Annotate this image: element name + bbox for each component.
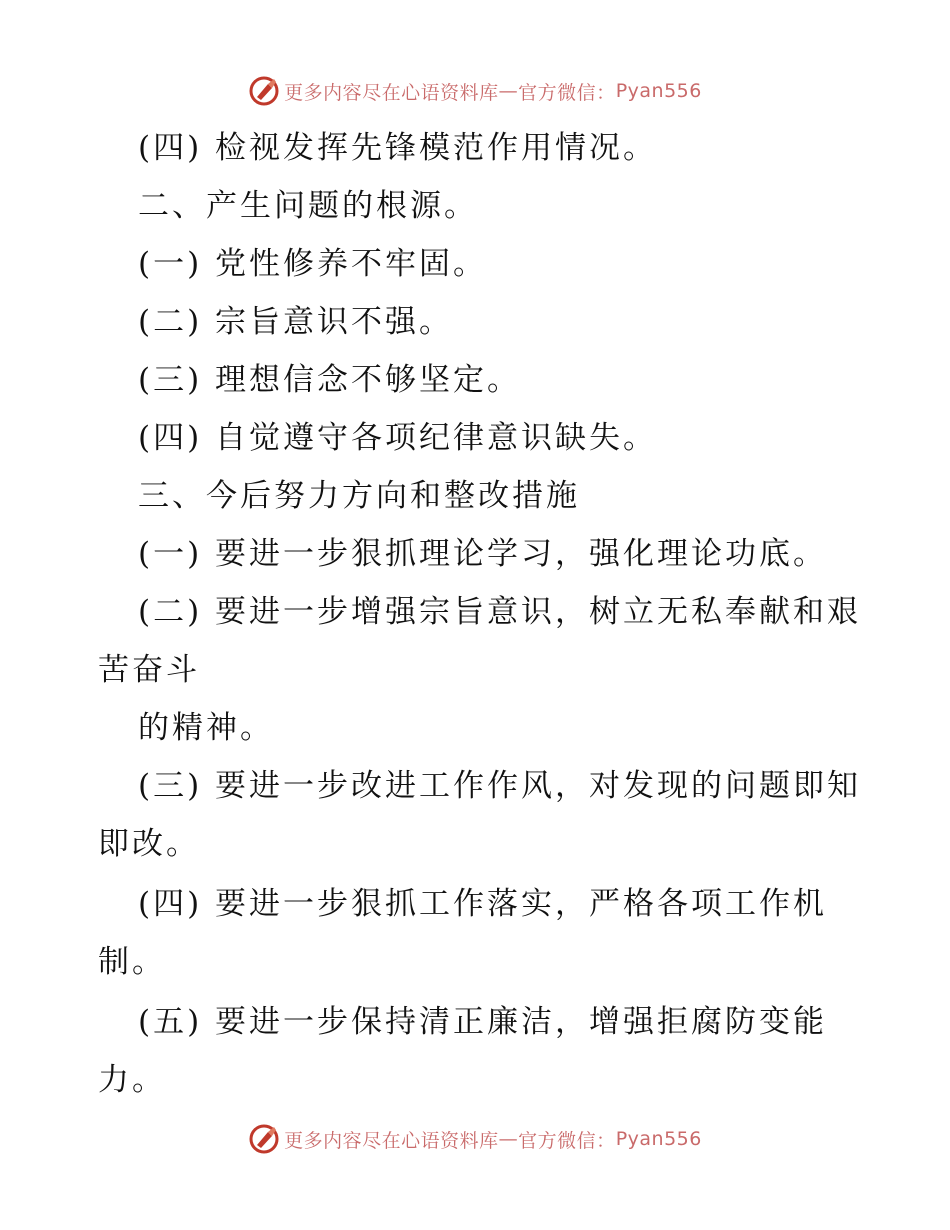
watermark-separator: — — [498, 1128, 519, 1150]
item-3-3-cont: 即改。 — [98, 826, 200, 862]
watermark-account: 官方微信： — [518, 81, 616, 104]
item-2-4: (四) 自觉遵守各项纪律意识缺失。 — [138, 420, 658, 456]
item-3-2-cont: 苦奋斗 — [98, 652, 200, 688]
watermark-separator: — — [498, 80, 519, 102]
brand-logo-icon — [248, 1123, 280, 1155]
watermark-id: Pyan556 — [615, 80, 702, 102]
section-heading-3: 三、今后努力方向和整改措施 — [138, 478, 580, 514]
item-2-2: (二) 宗旨意识不强。 — [138, 304, 454, 340]
item-3-5: (五) 要进一步保持清正廉洁，增强拒腐防变能 — [138, 1004, 828, 1040]
item-3-2: (二) 要进一步增强宗旨意识，树立无私奉献和艰 — [138, 594, 862, 630]
footer-watermark — [0, 1122, 950, 1156]
item-3-1: (一) 要进一步狠抓理论学习，强化理论功底。 — [138, 536, 828, 572]
watermark-site: 更多内容尽在心语资料库 — [284, 1129, 499, 1152]
watermark-id: Pyan556 — [615, 1128, 702, 1150]
watermark-site: 更多内容尽在心语资料库 — [284, 81, 499, 104]
watermark-account: 官方微信： — [518, 1129, 616, 1152]
item-2-3: (三) 理想信念不够坚定。 — [138, 362, 522, 398]
item-3-2-cont2: 的精神。 — [138, 710, 274, 746]
item-3-3: (三) 要进一步改进工作作风，对发现的问题即知 — [138, 768, 862, 804]
section-heading-2: 二、产生问题的根源。 — [138, 188, 478, 224]
item-3-5-cont: 力。 — [98, 1062, 166, 1098]
item-3-4-cont: 制。 — [98, 944, 166, 980]
item-2-1: (一) 党性修养不牢固。 — [138, 246, 488, 282]
heading-4-1: (四) 检视发挥先锋模范作用情况。 — [138, 130, 658, 166]
item-3-4: (四) 要进一步狠抓工作落实，严格各项工作机 — [138, 886, 828, 922]
